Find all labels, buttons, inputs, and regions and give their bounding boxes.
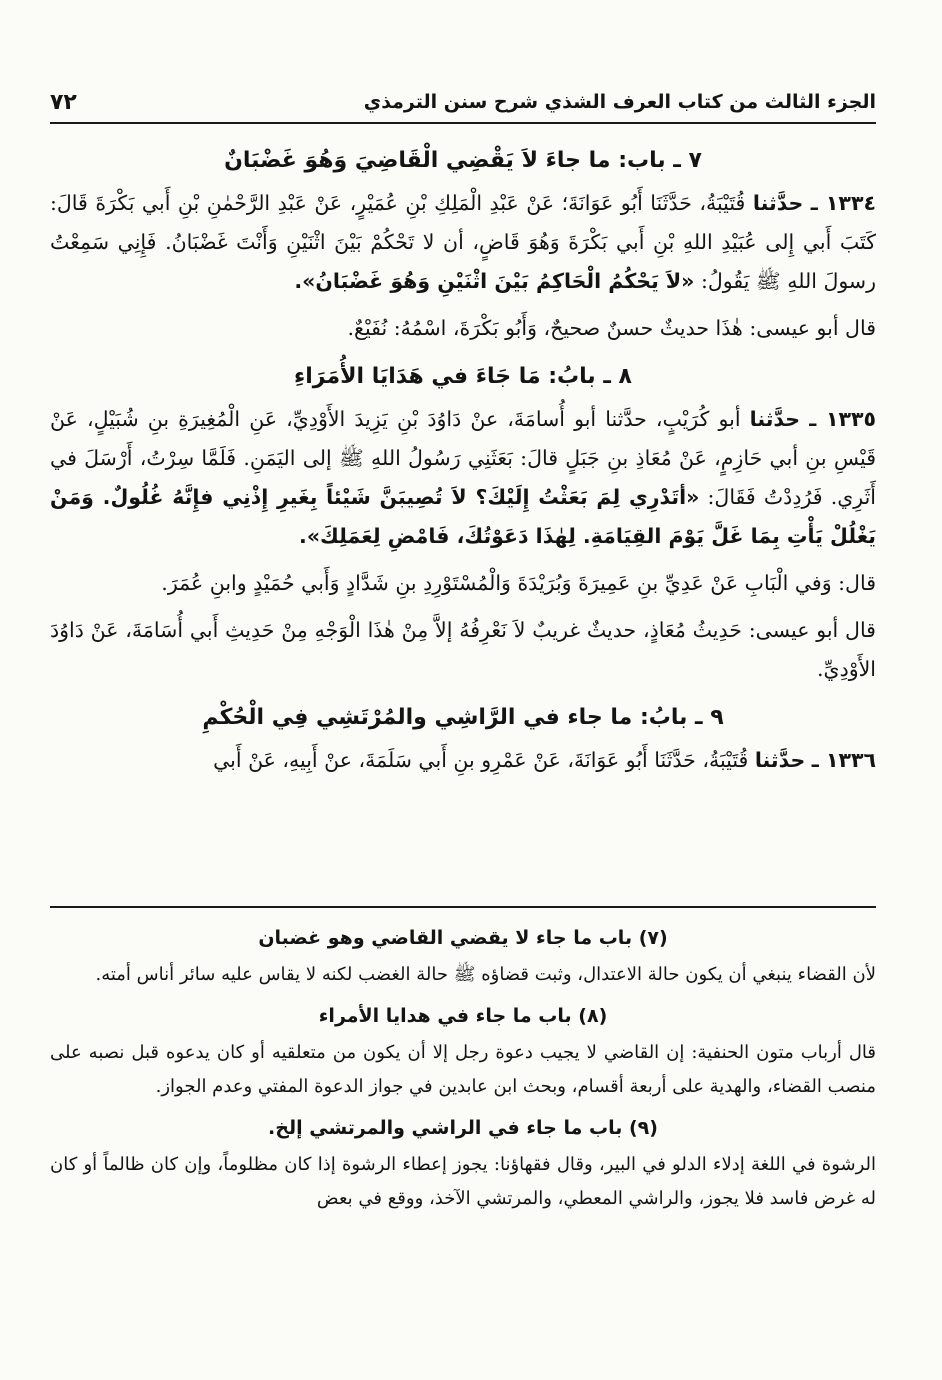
comment-paragraph: قال: وَفي الْبَابِ عَنْ عَدِيِّ بنِ عَمِيرَةَ وَبُرَيْدَةَ وَالْمُسْتَوْرِدِ بنِ شَدَّادٍ وَأَبي حُمَيْدٍ وابنِ عُمَرَ. bbox=[161, 571, 876, 595]
section-title: ٨ ـ بابُ: مَا جَاءَ في هَدَايَا الأُمَرَاءِ bbox=[294, 364, 632, 389]
hadith-text: قُتَيْبَةُ، حَدَّثَنَا أَبُو عَوَانَةَ، عَنْ عَمْرِو بنِ أَبي سَلَمَةَ، عنْ أَبِيهِ، عَنْ أَبي bbox=[213, 748, 749, 772]
commentary-rule bbox=[50, 906, 876, 908]
hadith-opening: حدَّثنا bbox=[752, 191, 804, 215]
commentary-section bbox=[50, 918, 876, 1220]
main-text bbox=[50, 140, 876, 788]
comment-paragraph: قال أبو عيسى: هٰذَا حديثٌ حسنٌ صحيحٌ، وَأَبُو بَكْرَةَ، اسْمُهُ: نُفَيْعٌ. bbox=[347, 316, 876, 340]
hadith-quote: «أتَدْرِي لِمَ بَعَثْتُ إِلَيْكَ؟ لاَ تُصِيبَنَّ شَيْئاً بِغَيرِ إِذْنِي فإِنَّهُ غُلُولٌ. وَمَنْ يَغْلُلْ يَأْتِ بِمَا غَلَّ يَوْمَ القِيَامَةِ. لِهٰذَا دَعَوْتُكَ، فَامْضِ لِعَمَلِكَ». bbox=[50, 485, 876, 548]
note-title: (٧) باب ما جاء لا يقضي القاضي وهو غضبان bbox=[258, 927, 668, 949]
note-text: الرشوة في اللغة إدلاء الدلو في البير، وقال فقهاؤنا: يجوز إعطاء الرشوة إذا كان مظلوماً، وإن كان ظالماً أو كان له غرض فاسد فلا يجوز، والراشي المعطي، والمرتشي الآخذ، ووقع في بعض bbox=[50, 1154, 876, 1209]
hadith-text: قُتَيْبَةُ، حَدَّثَنَا أَبُو عَوَانَةَ؛ عَنْ عَبْدِ الْمَلِكِ بْنِ عُمَيْرٍ، عَنْ عَبْدِ الرَّحْمٰنِ بْنِ أَبي بَكْرَةَ قَالَ: كَتَبَ أَبي إِلى عُبَيْدِ اللهِ بْنِ أَبي بَكْرَةَ وَهُوَ قَاضٍ، أن لا تَحْكُمْ بَيْنَ اثْنَيْنِ وَأَنْتَ غَضْبَانُ. فَإِنِي سَمِعْتُ رسولَ اللهِ ﷺ يَقُولُ: bbox=[50, 191, 876, 293]
section-title: ٧ ـ باب: ما جاءَ لاَ يَقْضِي الْقَاضِيَ وَهُوَ غَضْبَانٌ bbox=[224, 148, 702, 173]
hadith-number: ١٣٣٤ ـ bbox=[810, 191, 876, 215]
comment-paragraph: قال أبو عيسى: حَدِيثُ مُعَاذٍ، حديثٌ غريبٌ لاَ نَعْرِفُهُ إلاَّ مِنْ هٰذَا الْوَجْهِ مِنْ حَدِيثِ أَبي أُسَامَةَ، عَنْ دَاوُدَ الأَوْدِيِّ. bbox=[50, 618, 876, 681]
hadith-paragraph bbox=[50, 400, 876, 556]
hadith-opening: حدَّثنا bbox=[754, 748, 806, 772]
hadith-opening: حدَّثنا bbox=[749, 407, 801, 431]
note-title: (٨) باب ما جاء في هدايا الأمراء bbox=[318, 1005, 608, 1027]
note-text: لأن القضاء ينبغي أن يكون حالة الاعتدال، وثبت قضاؤه ﷺ حالة الغضب لكنه لا يقاس عليه سائر أناس أمته. bbox=[95, 964, 876, 985]
note-text: قال أرباب متون الحنفية: إن القاضي لا يجيب دعوة رجل إلا أن يكون من متعلقيه أو كان يدعوه قبل نصبه على منصب القضاء، والهدية على أربعة أقسام، وبحث ابن عابدين في جواز الدعوة المفتي وعدم الجواز. bbox=[50, 1042, 876, 1097]
hadith-number: ١٣٣٥ ـ bbox=[809, 407, 876, 431]
note-title: (٩) باب ما جاء في الراشي والمرتشي إلخ. bbox=[268, 1117, 658, 1139]
hadith-number: ١٣٣٦ ـ bbox=[811, 748, 876, 772]
hadith-paragraph bbox=[50, 741, 876, 780]
hadith-quote: «لاَ يَحْكُمُ الْحَاكِمُ بَيْنَ اثْنَيْنِ وَهُوَ غَضْبَانُ». bbox=[294, 269, 695, 293]
page-header bbox=[50, 86, 876, 118]
page-number: ٧٢ bbox=[50, 89, 77, 115]
hadith-text: أبو كُرَيْبٍ، حدَّثنا أبو أُسامَةَ، عنْ دَاوُدَ بْنِ يَزِيدَ الأَوْدِيِّ، عَنِ الْمُغِيرَةِ بنِ شُبَيْلٍ، عَنْ قَيْسِ بنِ أبي حَازِمٍ، عَنْ مُعَاذِ بنِ جَبَلٍ قالَ: بَعَثَنِي رَسُولُ اللهِ ﷺ إلى اليَمَنِ. فَلَمَّا سِرْتُ، أَرْسَلَ في أَثَرِي. فَرُدِدْتُ فَقَالَ: bbox=[50, 407, 876, 509]
section-title: ٩ ـ بابُ: ما جاء في الرَّاشِي والمُرْتَشِي فِي الْحُكْمِ bbox=[202, 705, 724, 730]
hadith-paragraph bbox=[50, 184, 876, 301]
running-title: الجزء الثالث من كتاب العرف الشذي شرح سنن الترمذي bbox=[363, 91, 876, 113]
header-rule bbox=[50, 122, 876, 124]
